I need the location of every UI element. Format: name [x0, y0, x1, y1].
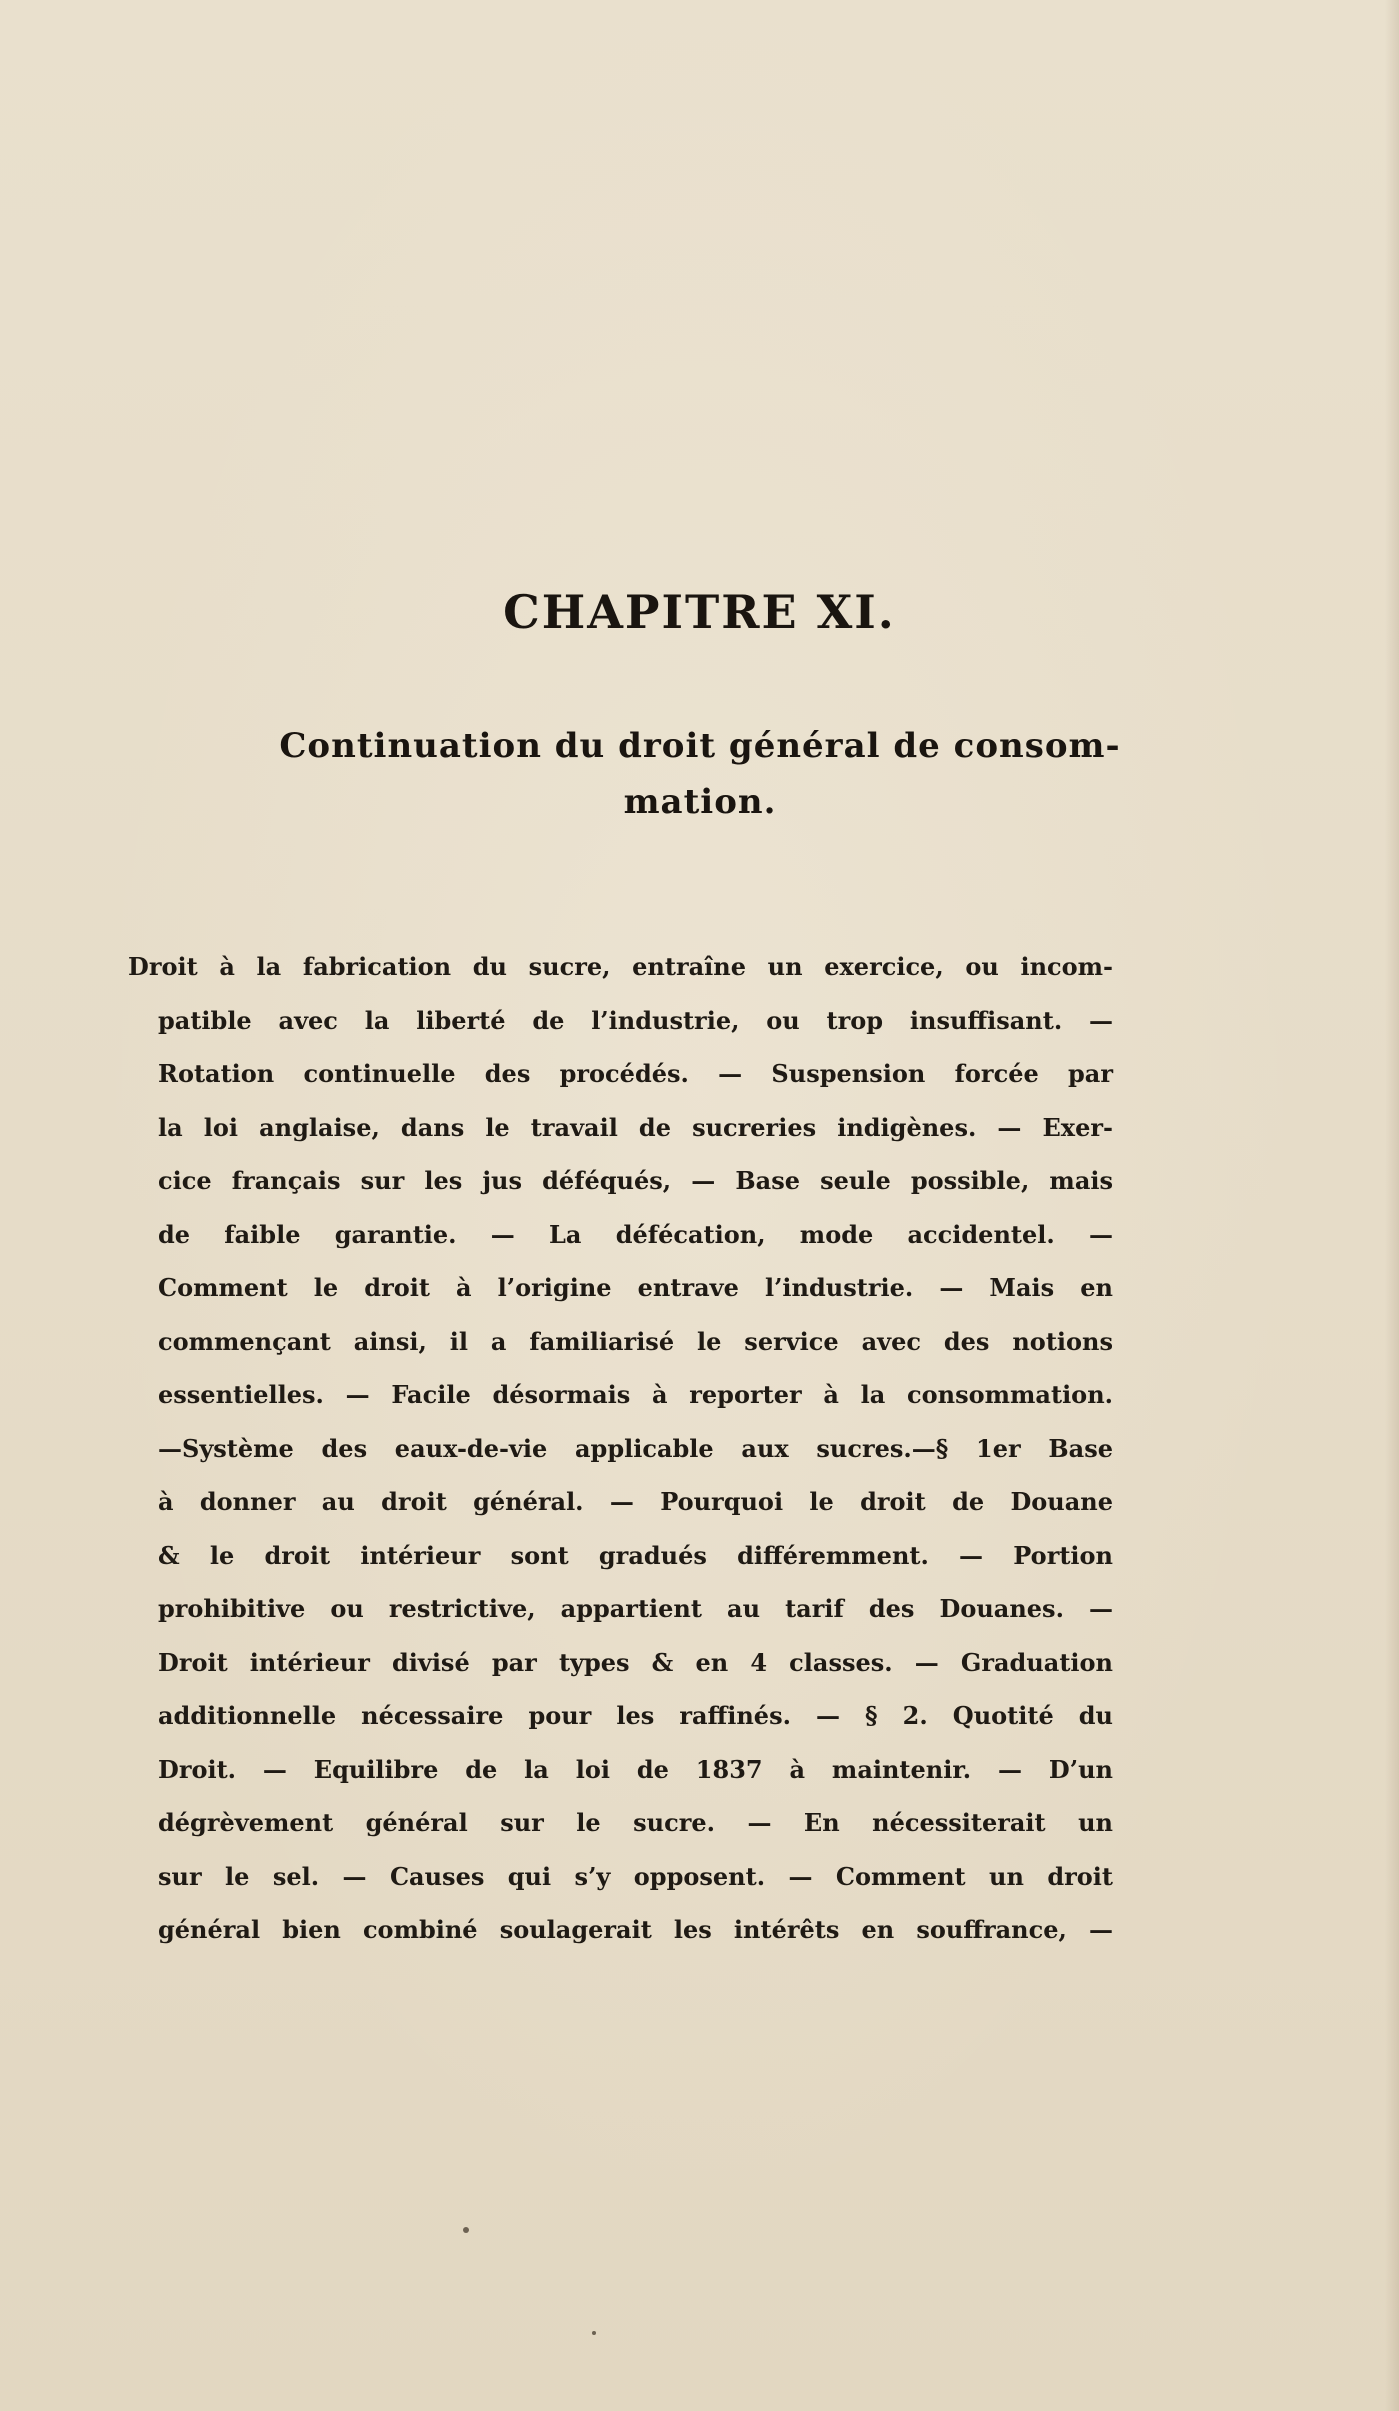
summary-line: patible avec la liberté de l’industrie, ou trop insuffisant. — [158, 1005, 1113, 1035]
summary-line: sur le sel. — Causes qui s’y opposent. — Comment un droit [158, 1861, 1113, 1891]
summary-line: —Système des eaux-de-vie applicable aux sucres.—§ 1er Base [158, 1433, 1113, 1463]
paper-speck [592, 2331, 596, 2335]
chapter-subtitle [160, 718, 1240, 830]
summary-line: Droit. — Equilibre de la loi de 1837 à maintenir. — D’un [158, 1754, 1113, 1784]
summary-line: additionnelle nécessaire pour les raffinés. — § 2. Quotité du [158, 1701, 1113, 1730]
paper-speck [463, 2227, 469, 2233]
subtitle-line: Continuation du droit général de consom- [279, 726, 1121, 766]
summary-line: Droit intérieur divisé par types & en 4 classes. — Graduation [158, 1647, 1113, 1677]
chapter-summary [128, 940, 1113, 1957]
summary-line: de faible garantie. — La défécation, mode accidentel. — [158, 1219, 1113, 1249]
summary-line: cice français sur les jus déféqués, — Base seule possible, mais [158, 1166, 1113, 1195]
summary-line: essentielles. — Facile désormais à reporter à la consommation. [158, 1380, 1113, 1409]
chapter-title: CHAPITRE XI. [503, 585, 896, 639]
summary-line: à donner au droit général. — Pourquoi le droit de Douane [158, 1487, 1113, 1516]
summary-line: Droit à la fabrication du sucre, entraîne un exercice, ou incom- [128, 952, 1113, 981]
summary-line: la loi anglaise, dans le travail de sucreries indigènes. — Exer- [158, 1112, 1113, 1142]
summary-line: & le droit intérieur sont gradués différemment. — Portion [158, 1540, 1113, 1570]
page-edge-shadow [1385, 0, 1399, 2411]
summary-line: commençant ainsi, il a familiarisé le service avec des notions [158, 1326, 1113, 1356]
summary-line: prohibitive ou restrictive, appartient au tarif des Douanes. — [158, 1594, 1113, 1623]
summary-line: général bien combiné soulagerait les intérêts en souffrance, — [158, 1915, 1113, 1944]
summary-line: dégrèvement général sur le sucre. — En nécessiterait un [158, 1808, 1113, 1837]
subtitle-line: mation. [623, 782, 777, 822]
summary-line: Comment le droit à l’origine entrave l’industrie. — Mais en [158, 1273, 1113, 1302]
summary-line: Rotation continuelle des procédés. — Suspension forcée par [158, 1059, 1113, 1088]
